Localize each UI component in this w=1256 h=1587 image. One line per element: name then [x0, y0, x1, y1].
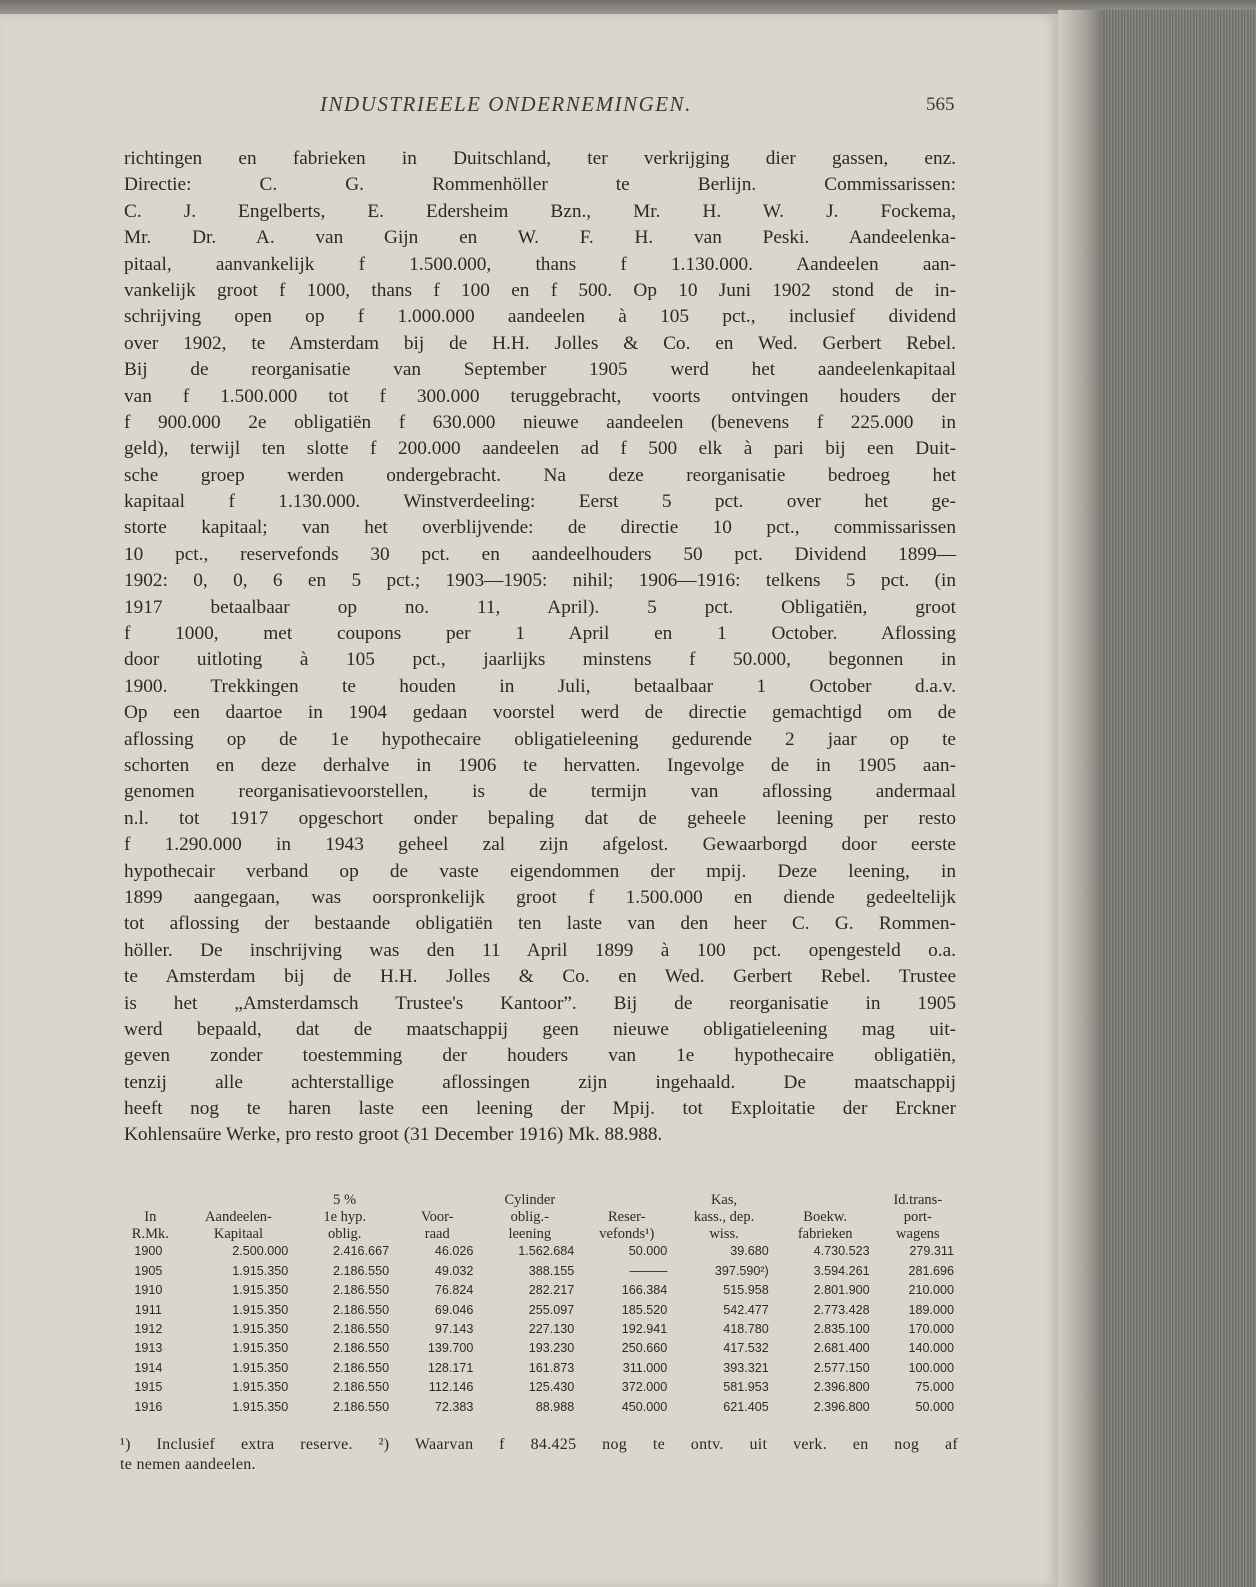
table-cell: 372.000	[621, 1380, 668, 1395]
table-cell: 388.155	[528, 1263, 575, 1278]
table-cell: 515.958	[723, 1283, 769, 1298]
table-header-cell: R.Mk.	[131, 1225, 169, 1242]
table-cell: 2.577.150	[813, 1360, 870, 1375]
table-cell: 1.915.350	[232, 1283, 289, 1298]
text-line: Kohlensaüre Werke, pro resto groot (31 December 1916) Mk. 88.988.	[124, 1124, 663, 1146]
body-text	[124, 146, 956, 1149]
table-cell: 2.186.550	[333, 1322, 390, 1337]
page-number: 565	[926, 94, 955, 115]
text-line: richtingen en fabrieken in Duitschland, ter verkrijging dier gassen, enz.	[124, 148, 956, 169]
table-cell: 189.000	[908, 1302, 954, 1317]
text-line: sche groep werden ondergebracht. Na deze reorganisatie bedroeg het	[124, 464, 956, 486]
table-row	[118, 1281, 960, 1300]
table-cell: 250.660	[621, 1341, 668, 1356]
table-cell: 2.186.550	[333, 1360, 390, 1375]
table-header-cell: Kapitaal	[213, 1225, 264, 1242]
table-header-cell: Kas,	[710, 1192, 738, 1208]
table-cell: 1.562.684	[518, 1244, 575, 1259]
table-row	[118, 1301, 960, 1320]
text-line: schrijving open op f 1.000.000 aandeelen à 105 pct., inclusief dividend	[124, 306, 956, 328]
table-cell: 112.146	[428, 1380, 474, 1395]
table-cell: 1.915.350	[232, 1399, 289, 1414]
running-title: INDUSTRIEELE ONDERNEMINGEN.	[320, 92, 692, 116]
text-line: f 1.290.000 in 1943 geheel zal zijn afgelost. Gewaarborgd door eerste	[124, 834, 956, 856]
table-year-cell: 1910	[134, 1283, 163, 1298]
table-cell: 50.000	[915, 1399, 954, 1414]
text-line: Bij de reorganisatie van September 1905 werd het aandeelenkapitaal	[124, 359, 956, 381]
table-header-cell: wiss.	[709, 1225, 739, 1242]
text-line: heeft nog te haren laste een leening der Mpij. tot Exploitatie der Erckner	[124, 1098, 956, 1120]
text-line: 10 pct., reservefonds 30 pct. en aandeelhouders 50 pct. Dividend 1899—	[124, 543, 956, 565]
table-year-cell: 1912	[134, 1322, 163, 1337]
footnote	[120, 1435, 958, 1475]
text-line: vankelijk groot f 1000, thans f 100 en f 500. Op 10 Juni 1902 stond de in-	[124, 279, 956, 301]
table-cell: 1.915.350	[232, 1322, 289, 1337]
table-year-cell: 1913	[134, 1341, 163, 1356]
text-line: C. J. Engelberts, E. Edersheim Bzn., Mr. H. W. J. Fockema,	[124, 200, 956, 222]
table-cell: 210.000	[908, 1283, 954, 1298]
table-cell: 1.915.350	[232, 1302, 289, 1317]
text-line: door uitloting à 105 pct., jaarlijks minstens f 50.000, begonnen in	[124, 649, 956, 671]
table-cell: 1.915.350	[232, 1360, 289, 1375]
text-line: geven zonder toestemming der houders van 1e hypothecaire obligatiën,	[124, 1045, 956, 1067]
table-cell: 192.941	[621, 1322, 668, 1337]
table-header	[118, 1192, 960, 1242]
table-header-cell	[395, 1192, 479, 1209]
table-cell: 50.000	[628, 1244, 668, 1259]
table-cell: 417.532	[723, 1341, 769, 1356]
table-header-cell: vefonds¹)	[599, 1225, 655, 1242]
table-row	[118, 1378, 960, 1397]
table-cell: 125.430	[528, 1380, 575, 1395]
table-cell: 2.396.800	[813, 1380, 870, 1395]
table-cell: 1.915.350	[232, 1380, 289, 1395]
text-line: van f 1.500.000 tot f 300.000 teruggebracht, voorts ontvingen houders der	[124, 385, 956, 407]
table-header-cell: leening	[508, 1225, 552, 1242]
table-cell: 97.143	[434, 1322, 474, 1337]
table-header-cell	[183, 1192, 295, 1209]
footnote-line-2: te nemen aandeelen.	[120, 1456, 256, 1473]
table-cell: 1.915.350	[232, 1341, 289, 1356]
table-cell: 2.396.800	[813, 1399, 870, 1414]
table-cell: 4.730.523	[813, 1244, 870, 1259]
text-line: tot aflossing der bestaande obligatiën ten laste van den heer C. G. Rommen-	[124, 913, 956, 935]
text-line: kapitaal f 1.130.000. Winstverdeeling: Eerst 5 pct. over het ge-	[124, 491, 956, 513]
text-line: geld), terwijl ten slotte f 200.000 aandeelen ad f 500 elk à pari bij een Duit-	[124, 438, 956, 460]
text-line: werd bepaald, dat de maatschappij geen nieuwe obligatieleening mag uit-	[124, 1018, 956, 1040]
table-cell: 2.773.428	[813, 1302, 870, 1317]
table-year-cell: 1900	[134, 1244, 163, 1259]
table-row	[118, 1359, 960, 1378]
table-cell: 88.988	[535, 1399, 575, 1414]
table-header-cell: kass., dep.	[693, 1208, 755, 1225]
table-cell: 2.681.400	[813, 1341, 870, 1356]
table-cell: 170.000	[908, 1322, 954, 1337]
table-year-cell: 1905	[134, 1263, 163, 1278]
table-cell: 281.696	[908, 1263, 954, 1278]
text-line: 1902: 0, 0, 6 en 5 pct.; 1903—1905: nihil; 1906—1916: telkens 5 pct. (in	[124, 570, 956, 592]
table-year-cell: 1915	[134, 1380, 163, 1395]
table-cell: 75.000	[915, 1380, 954, 1395]
table-cell: 581.953	[723, 1380, 769, 1395]
table-cell: 450.000	[621, 1399, 668, 1414]
table-cell: 255.097	[528, 1302, 575, 1317]
text-line: höller. De inschrijving was den 11 April 1899 à 100 pct. opengesteld o.a.	[124, 939, 956, 961]
table-cell: 2.186.550	[333, 1263, 390, 1278]
table-cell: 2.500.000	[232, 1244, 289, 1259]
table-year-cell: 1916	[134, 1399, 163, 1414]
text-line: genomen reorganisatievoorstellen, is de termijn van aflossing andermaal	[124, 781, 956, 803]
table-cell: 140.000	[908, 1341, 954, 1356]
table-cell: 2.186.550	[333, 1399, 390, 1414]
table-header-cell: Boekw.	[803, 1208, 848, 1225]
table-row	[118, 1339, 960, 1358]
table-cell: 128.171	[427, 1360, 474, 1375]
table-cell: 2.801.900	[813, 1283, 870, 1298]
table-cell: 139.700	[427, 1341, 474, 1356]
table-header-cell: 1e hyp.	[323, 1208, 366, 1225]
table-cell: 227.130	[528, 1322, 575, 1337]
table-cell: 1.915.350	[232, 1263, 289, 1278]
table-cell: 311.000	[622, 1360, 668, 1375]
footnote-line-1: ¹) Inclusief extra reserve. ²) Waarvan f 84.425 nog te ontv. uit verk. en nog af	[120, 1436, 958, 1453]
text-line: over 1902, te Amsterdam bij de H.H. Jolles & Co. en Wed. Gerbert Rebel.	[124, 332, 956, 354]
table-cell: 2.186.550	[333, 1302, 390, 1317]
table-row	[118, 1398, 960, 1417]
table-header-cell: oblig.	[327, 1225, 362, 1242]
table-cell: 393.321	[723, 1360, 769, 1375]
table-cell: 193.230	[528, 1341, 575, 1356]
text-line: Op een daartoe in 1904 gedaan voorstel werd de directie gemachtigd om de	[124, 702, 956, 724]
table-cell: 69.046	[434, 1302, 474, 1317]
table-cell: 3.594.261	[813, 1263, 870, 1278]
text-line: Directie: C. G. Rommenhöller te Berlijn. Commissarissen:	[124, 174, 956, 196]
table-header-cell: wagens	[896, 1225, 940, 1242]
table-cell: 397.590²)	[714, 1263, 769, 1278]
text-line: f 900.000 2e obligatiën f 630.000 nieuwe aandeelen (benevens f 225.000 in	[124, 411, 956, 433]
table-header-cell: Id.trans-	[893, 1192, 943, 1208]
table-row	[118, 1242, 960, 1261]
table-cell: 2.835.100	[813, 1322, 870, 1337]
text-line: pitaal, aanvankelijk f 1.500.000, thans f 1.130.000. Aandeelen aan-	[124, 253, 956, 275]
table-header-cell: In	[144, 1208, 157, 1225]
text-line: n.l. tot 1917 opgeschort onder bepaling dat de geheele leening per resto	[124, 807, 956, 829]
text-line: f 1000, met coupons per 1 April en 1 October. Aflossing	[124, 623, 956, 645]
table-body	[118, 1242, 960, 1417]
book-page-edges	[1058, 10, 1256, 1587]
table-header-cell: port-	[903, 1208, 932, 1225]
book-fold	[1058, 10, 1102, 1587]
text-line: Mr. Dr. A. van Gijn en W. F. H. van Peski. Aandeelenka-	[124, 227, 956, 249]
text-line: 1899 aangegaan, was oorspronkelijk groot f 1.500.000 en diende gedeeltelijk	[124, 886, 956, 908]
table-header-cell: raad	[424, 1225, 450, 1242]
text-line: te Amsterdam bij de H.H. Jolles & Co. en Wed. Gerbert Rebel. Trustee	[124, 966, 956, 988]
text-line: hypothecair verband op de vaste eigendommen der mpij. Deze leening, in	[124, 860, 956, 882]
table-year-cell: 1911	[134, 1302, 162, 1317]
table-cell: 76.824	[434, 1283, 474, 1298]
table-header-cell: Reser-	[607, 1208, 646, 1225]
table-cell: 2.416.667	[333, 1244, 390, 1259]
table-cell: 2.186.550	[333, 1380, 390, 1395]
table-header-cell: fabrieken	[797, 1225, 853, 1242]
table-cell: 542.477	[723, 1302, 769, 1317]
table-cell: 166.384	[621, 1283, 668, 1298]
table-cell: 72.383	[434, 1399, 474, 1414]
table-cell: 2.186.550	[333, 1283, 390, 1298]
table-header-cell: Cylinder	[504, 1192, 556, 1208]
table-header-cell: Aandeelen-	[205, 1208, 272, 1225]
text-line: schorten en deze derhalve in 1906 te hervatten. Ingevolge de in 1905 aan-	[124, 754, 956, 776]
table-cell: 185.520	[621, 1302, 668, 1317]
table-year-cell: 1914	[134, 1360, 163, 1375]
text-line: tenzij alle achterstallige aflossingen zijn ingehaald. De maatschappij	[124, 1071, 956, 1093]
table-cell: 100.000	[908, 1360, 954, 1375]
table-cell: 621.405	[723, 1399, 769, 1414]
text-line: 1900. Trekkingen te houden in Juli, betaalbaar 1 October d.a.v.	[124, 675, 956, 697]
table-cell: 49.032	[434, 1263, 474, 1278]
table-header-cell: oblig.-	[510, 1208, 549, 1225]
table-cell: 279.311	[909, 1244, 954, 1259]
table-cell: 282.217	[528, 1283, 575, 1298]
financial-table	[118, 1192, 960, 1417]
table-cell: 2.186.550	[333, 1341, 390, 1356]
table-row	[118, 1320, 960, 1339]
table-cell: 418.780	[723, 1322, 769, 1337]
text-line: aflossing op de 1e hypothecaire obligatieleening gedurende 2 jaar op te	[124, 728, 956, 750]
table-header-cell	[118, 1192, 183, 1209]
table-cell: 46.026	[434, 1244, 474, 1259]
text-line: is het „Amsterdamsch Trustee's Kantoor”. Bij de reorganisatie in 1905	[124, 992, 956, 1014]
table-header-cell	[580, 1192, 673, 1209]
text-line: 1917 betaalbaar op no. 11, April). 5 pct. Obligatiën, groot	[124, 596, 956, 618]
table-row	[118, 1262, 960, 1281]
table-header-cell: 5 %	[333, 1192, 357, 1208]
table-header-cell: Voor-	[420, 1208, 454, 1225]
text-line: storte kapitaal; van het overblijvende: de directie 10 pct., commissarissen	[124, 517, 956, 539]
table-cell: 39.680	[730, 1244, 769, 1259]
table-cell: 161.873	[528, 1360, 575, 1375]
table-cell: ———	[629, 1263, 668, 1278]
table-header-cell	[775, 1192, 876, 1209]
